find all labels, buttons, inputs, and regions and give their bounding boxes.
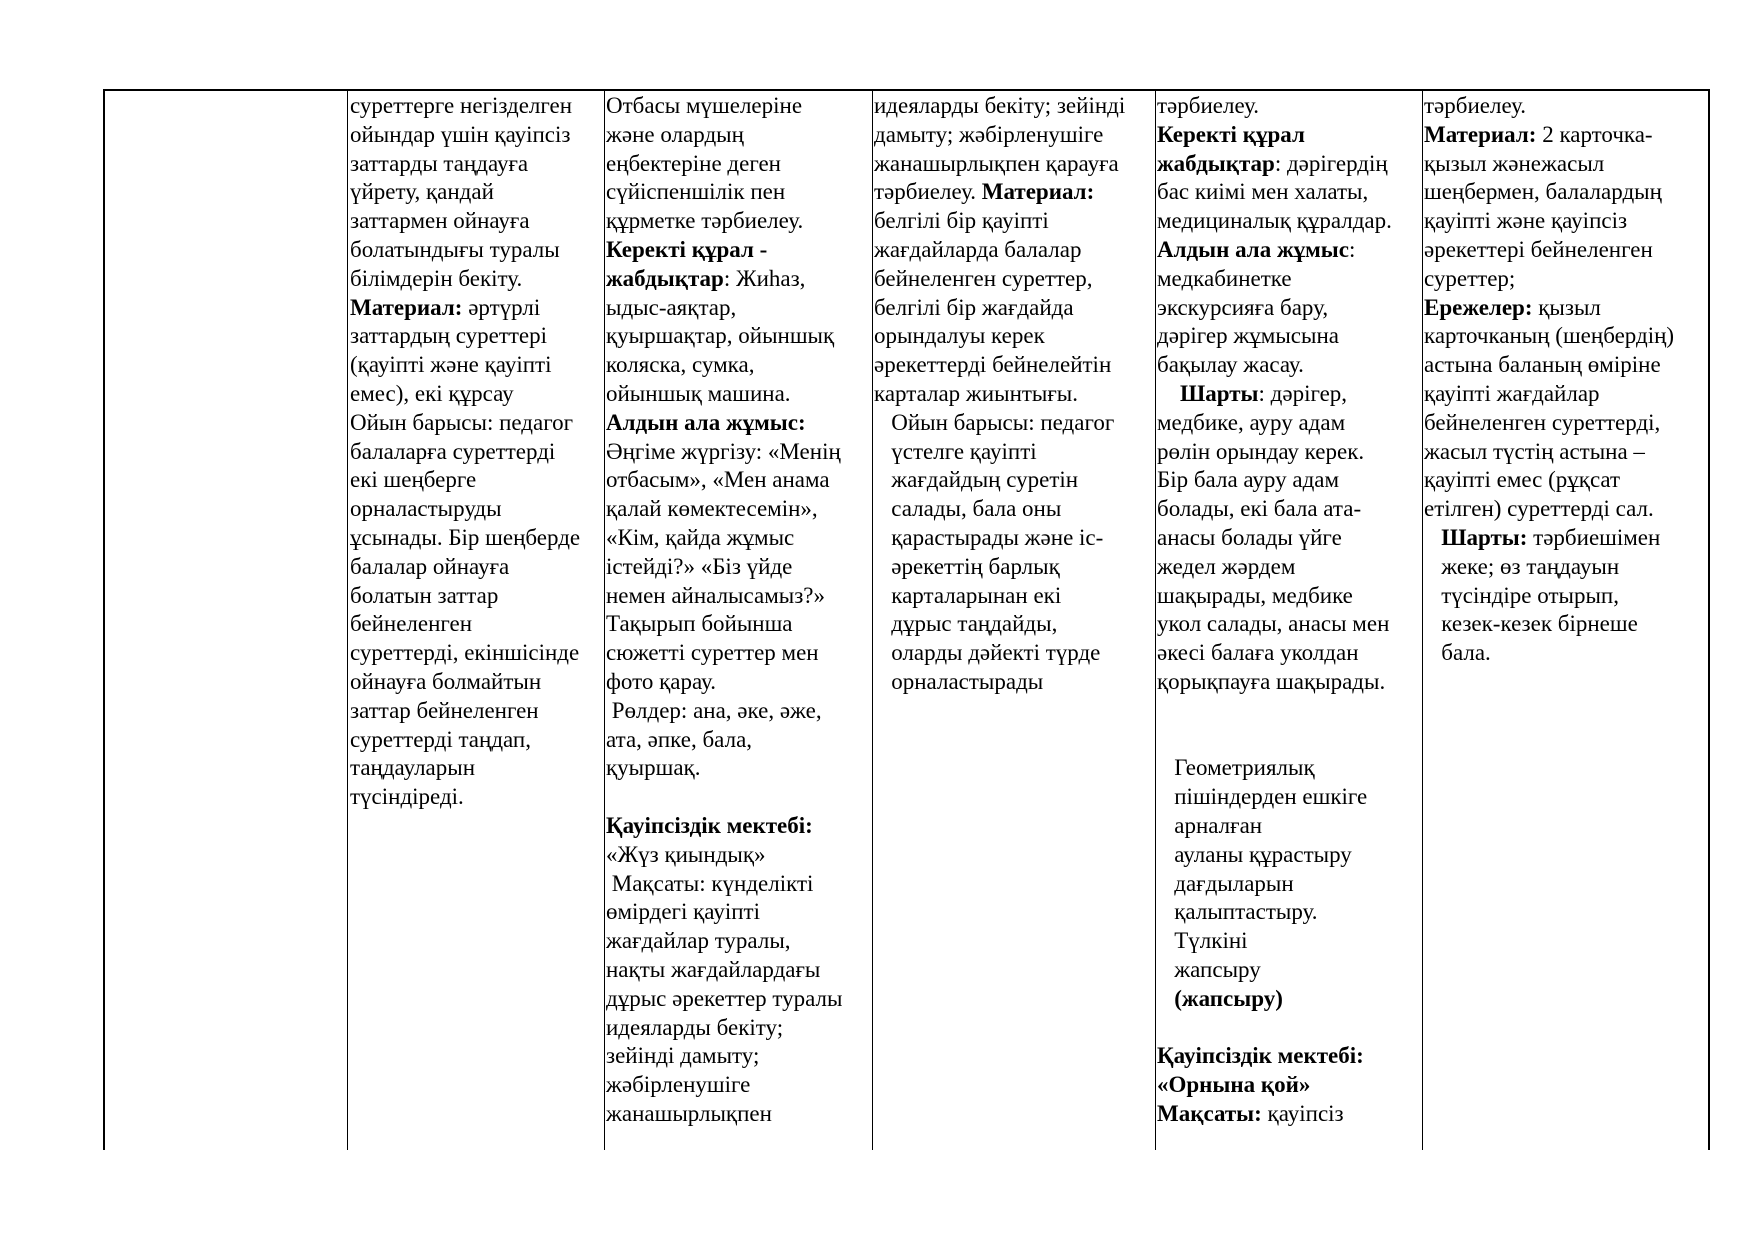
text-run: етілген) суреттерді сал. bbox=[1424, 496, 1654, 522]
text-run: укол салады, анасы мен bbox=[1157, 611, 1390, 637]
text-line bbox=[874, 351, 1154, 380]
text-run: ойыншық машина. bbox=[606, 380, 791, 406]
text-line bbox=[350, 553, 602, 582]
text-run: белгілі бір жағдайда bbox=[874, 294, 1074, 320]
text-line bbox=[874, 553, 1154, 582]
text-line bbox=[350, 495, 602, 524]
text-run: белгілі бір қауіпті bbox=[874, 208, 1049, 234]
text-run: заттармен ойнауға bbox=[350, 208, 530, 234]
text-line bbox=[1157, 610, 1421, 639]
bold-text: Шарты bbox=[1180, 380, 1259, 406]
bold-text: жабдықтар bbox=[1157, 150, 1275, 176]
text-line bbox=[350, 92, 602, 121]
text-line bbox=[1424, 409, 1707, 438]
text-line bbox=[606, 1014, 870, 1043]
text-line bbox=[1424, 322, 1707, 351]
column-divider-4 bbox=[1155, 89, 1156, 1150]
text-line bbox=[874, 438, 1154, 467]
text-run: медициналық құралдар. bbox=[1157, 208, 1392, 234]
bold-text: Алдын ала жұмыс: bbox=[606, 409, 806, 435]
text-run: суреттерді, екіншісінде bbox=[350, 640, 580, 666]
text-run: сюжетті суреттер мен bbox=[606, 640, 819, 666]
text-line bbox=[1157, 898, 1421, 927]
text-line bbox=[350, 697, 602, 726]
bold-text: Материал: bbox=[1424, 121, 1537, 147]
text-run: зейінді дамыту; bbox=[606, 1043, 760, 1069]
text-run: жағдайларда балалар bbox=[874, 236, 1082, 262]
text-run: құрметке тәрбиелеу. bbox=[606, 208, 804, 234]
text-run: қауіпті және қауіпсіз bbox=[1424, 208, 1628, 234]
text-line bbox=[1424, 610, 1707, 639]
text-run: нақты жағдайлардағы bbox=[606, 956, 821, 982]
text-line bbox=[350, 668, 602, 697]
text-run: жапсыру bbox=[1157, 956, 1261, 982]
text-run: қарастырады және іс- bbox=[874, 524, 1104, 550]
text-run: суреттер; bbox=[1424, 265, 1516, 291]
text-run: қуыршақтар, ойыншық bbox=[606, 323, 835, 349]
text-run: арналған bbox=[1157, 812, 1263, 838]
text-line bbox=[606, 1071, 870, 1100]
column-divider-3 bbox=[872, 89, 873, 1150]
text-line bbox=[1424, 92, 1707, 121]
text-run: кезек-кезек бірнеше bbox=[1424, 611, 1638, 637]
text-line bbox=[1424, 351, 1707, 380]
text-run: заттарды таңдауға bbox=[350, 150, 529, 176]
text-run: емес), екі құрсау bbox=[350, 380, 514, 406]
text-line bbox=[1424, 524, 1707, 553]
text-run: 2 карточка- bbox=[1536, 121, 1653, 147]
text-run: бейнеленген суреттер, bbox=[874, 265, 1093, 291]
text-run: : bbox=[1348, 236, 1356, 262]
text-line bbox=[350, 409, 602, 438]
text-run: екі шеңберге bbox=[350, 467, 477, 493]
text-line bbox=[606, 553, 870, 582]
text-line bbox=[1157, 265, 1421, 294]
text-run: әрекеттері бейнеленген bbox=[1424, 236, 1653, 262]
text-line bbox=[350, 582, 602, 611]
text-run: ыдыс-аяқтар, bbox=[606, 294, 737, 320]
text-line bbox=[1424, 178, 1707, 207]
table-top-border bbox=[103, 89, 1710, 91]
text-line bbox=[606, 985, 870, 1014]
text-run: коляска, сумка, bbox=[606, 352, 755, 378]
text-line bbox=[874, 639, 1154, 668]
text-run: шақырады, медбике bbox=[1157, 582, 1353, 608]
text-run: «Кім, қайда жұмыс bbox=[606, 524, 795, 550]
text-run: қалай көмектесемін», bbox=[606, 496, 818, 522]
text-run: тәрбиелеу. bbox=[1424, 93, 1527, 118]
text-run: қауіпсіз bbox=[1261, 1100, 1344, 1126]
text-run: ойындар үшін қауіпсіз bbox=[350, 121, 571, 147]
text-run: бейнеленген суреттерді, bbox=[1424, 409, 1661, 435]
text-line bbox=[874, 92, 1154, 121]
text-run: еңбектеріне деген bbox=[606, 150, 781, 176]
text-line bbox=[606, 322, 870, 351]
text-run: қауіпті жағдайлар bbox=[1424, 380, 1600, 406]
table-cell-red-green-cards bbox=[1424, 92, 1707, 668]
text-run: қорықпауға шақырады. bbox=[1157, 668, 1386, 694]
text-run: Ойын барысы: педагог bbox=[350, 409, 574, 435]
text-run: астына баланың өміріне bbox=[1424, 352, 1661, 378]
text-line bbox=[1424, 438, 1707, 467]
text-line bbox=[874, 380, 1154, 409]
text-line bbox=[1157, 956, 1421, 985]
text-run: болатындығы туралы bbox=[350, 236, 560, 262]
bold-text: Шарты: bbox=[1441, 524, 1528, 550]
text-run: болады, екі бала ата- bbox=[1157, 496, 1362, 522]
text-run: карточканың (шеңбердің) bbox=[1424, 323, 1675, 349]
text-line bbox=[1157, 380, 1421, 409]
bold-text: Керекті құрал - bbox=[606, 236, 768, 262]
text-line bbox=[606, 380, 870, 409]
text-run: дұрыс әрекеттер туралы bbox=[606, 985, 843, 1011]
text-line bbox=[874, 236, 1154, 265]
text-run: анасы болады үйге bbox=[1157, 524, 1342, 550]
text-run: суреттерді таңдап, bbox=[350, 726, 531, 752]
text-run: таңдауларын bbox=[350, 755, 476, 781]
text-line bbox=[874, 466, 1154, 495]
text-run: әрекеттерді бейнелейтін bbox=[874, 352, 1112, 378]
bold-text: (жапсыру) bbox=[1174, 985, 1283, 1011]
text-run: қалыптастыру. bbox=[1157, 899, 1318, 925]
table-cell-doctor-roleplay bbox=[1157, 92, 1421, 1129]
text-run: жанашырлықпен bbox=[606, 1100, 772, 1126]
text-line bbox=[606, 207, 870, 236]
text-run: бақылау жасау. bbox=[1157, 352, 1304, 378]
text-run: жағдайдың суретін bbox=[874, 467, 1079, 493]
text-run: Мақсаты: күнделікті bbox=[606, 870, 814, 896]
text-line bbox=[350, 178, 602, 207]
text-run: суреттерге негізделген bbox=[350, 93, 573, 118]
text-line bbox=[1424, 265, 1707, 294]
text-line bbox=[606, 639, 870, 668]
text-run: экскурсияға бару, bbox=[1157, 294, 1329, 320]
text-line bbox=[606, 610, 870, 639]
text-run: заттардың суреттері bbox=[350, 323, 548, 349]
text-run: ауланы құрастыру bbox=[1157, 841, 1352, 867]
text-run: (қауіпті және қауіпті bbox=[350, 352, 552, 378]
table-right-border bbox=[1708, 89, 1710, 1150]
text-line bbox=[874, 322, 1154, 351]
text-line bbox=[606, 236, 870, 265]
text-line bbox=[1157, 1100, 1421, 1129]
text-run: Әңгіме жүргізу: «Менің bbox=[606, 438, 841, 464]
text-run: жеке; өз таңдауын bbox=[1424, 553, 1620, 579]
text-run: білімдерін бекіту. bbox=[350, 265, 523, 291]
text-line bbox=[1157, 841, 1421, 870]
text-line bbox=[606, 178, 870, 207]
text-line bbox=[606, 351, 870, 380]
text-line bbox=[1157, 207, 1421, 236]
text-run bbox=[1157, 381, 1180, 406]
text-line bbox=[874, 265, 1154, 294]
text-line bbox=[606, 1042, 870, 1071]
text-line bbox=[1157, 783, 1421, 812]
text-line bbox=[350, 726, 602, 755]
text-line bbox=[606, 1100, 870, 1129]
text-line bbox=[350, 121, 602, 150]
text-line bbox=[606, 294, 870, 323]
text-run: дұрыс таңдайды, bbox=[874, 611, 1058, 637]
text-run: өмірдегі қауіпті bbox=[606, 899, 760, 925]
text-run: бала. bbox=[1424, 640, 1491, 666]
text-run: салады, бала оны bbox=[874, 496, 1062, 522]
text-run: немен айналысамыз?» bbox=[606, 582, 826, 608]
text-run: рөлін орындау керек. bbox=[1157, 438, 1365, 464]
text-line bbox=[606, 754, 870, 783]
bold-text: Материал: bbox=[350, 294, 463, 320]
text-line bbox=[1157, 1042, 1421, 1071]
text-line bbox=[606, 870, 870, 899]
text-line bbox=[1424, 495, 1707, 524]
text-run: оларды дәйекті түрде bbox=[874, 640, 1101, 666]
text-line bbox=[1424, 639, 1707, 668]
text-line bbox=[1157, 178, 1421, 207]
text-run: ұсынады. Бір шеңберде bbox=[350, 524, 581, 550]
text-line bbox=[1157, 697, 1421, 726]
text-run: ойнауға болмайтын bbox=[350, 668, 542, 694]
text-run: идеяларды бекіту; зейінді bbox=[874, 93, 1126, 118]
text-line bbox=[874, 582, 1154, 611]
text-run: орналастыруды bbox=[350, 496, 502, 522]
text-run: фото қарау. bbox=[606, 668, 716, 694]
text-line bbox=[874, 150, 1154, 179]
text-run: орындалуы керек bbox=[874, 323, 1045, 349]
text-line bbox=[1424, 121, 1707, 150]
text-line bbox=[874, 178, 1154, 207]
text-run: бейнеленген bbox=[350, 611, 473, 637]
text-line bbox=[606, 92, 870, 121]
text-line bbox=[350, 236, 602, 265]
text-run: Ойын барысы: педагог bbox=[874, 409, 1115, 435]
text-run: жәбірленушіге bbox=[606, 1072, 751, 1098]
text-run: әрекеттің барлық bbox=[874, 553, 1060, 579]
table-cell-game-safe-objects bbox=[350, 92, 602, 812]
text-line bbox=[1424, 466, 1707, 495]
text-run: қызыл жәнежасыл bbox=[1424, 150, 1605, 176]
text-line bbox=[874, 610, 1154, 639]
text-line bbox=[606, 927, 870, 956]
text-run: отбасым», «Мен анама bbox=[606, 467, 830, 493]
text-line bbox=[350, 524, 602, 553]
text-line bbox=[1157, 927, 1421, 956]
text-run: жасыл түстің астына – bbox=[1424, 438, 1645, 464]
text-run: істейді?» «Біз үйде bbox=[606, 553, 793, 579]
text-line bbox=[350, 754, 602, 783]
text-line bbox=[1157, 121, 1421, 150]
text-line bbox=[1157, 294, 1421, 323]
text-line bbox=[606, 898, 870, 927]
text-line bbox=[1424, 582, 1707, 611]
text-line bbox=[606, 668, 870, 697]
text-line bbox=[350, 380, 602, 409]
text-line bbox=[1157, 553, 1421, 582]
text-line bbox=[1157, 668, 1421, 697]
text-run: және олардың bbox=[606, 121, 744, 147]
text-line bbox=[1157, 726, 1421, 755]
text-run: жедел жәрдем bbox=[1157, 553, 1296, 579]
text-run: тәрбиелеу. bbox=[874, 179, 982, 205]
column-divider-1 bbox=[347, 89, 348, 1150]
text-run: балаларға суреттерді bbox=[350, 438, 556, 464]
text-line bbox=[1157, 582, 1421, 611]
text-line bbox=[1157, 1014, 1421, 1043]
text-run: әкесі балаға уколдан bbox=[1157, 640, 1359, 666]
text-run: : дәрігер, bbox=[1258, 380, 1348, 406]
text-line bbox=[1157, 438, 1421, 467]
text-line bbox=[1157, 351, 1421, 380]
text-run: үстелге қауіпті bbox=[874, 438, 1037, 464]
bold-text: Материал: bbox=[981, 179, 1095, 205]
text-line bbox=[1157, 236, 1421, 265]
bold-text: Керекті құрал bbox=[1157, 121, 1305, 147]
text-line bbox=[350, 438, 602, 467]
text-run: Отбасы мүшелеріне bbox=[606, 93, 803, 118]
text-line bbox=[874, 207, 1154, 236]
text-line bbox=[874, 495, 1154, 524]
text-line bbox=[350, 466, 602, 495]
text-line bbox=[1157, 409, 1421, 438]
text-line bbox=[1157, 150, 1421, 179]
text-line bbox=[606, 783, 870, 812]
text-line bbox=[1157, 524, 1421, 553]
text-run: сүйіспеншілік пен bbox=[606, 179, 786, 205]
column-divider-5 bbox=[1422, 89, 1423, 1150]
text-line bbox=[350, 322, 602, 351]
text-run: бас киімі мен халаты, bbox=[1157, 179, 1369, 205]
table-cell-family-roleplay bbox=[606, 92, 870, 1129]
text-line bbox=[1157, 754, 1421, 783]
text-run: : дәрігердің bbox=[1274, 150, 1388, 176]
text-line bbox=[874, 409, 1154, 438]
text-run: түсіндіре отырып, bbox=[1424, 582, 1619, 608]
text-line bbox=[874, 524, 1154, 553]
text-line bbox=[606, 697, 870, 726]
text-run: карталарынан екі bbox=[874, 582, 1062, 608]
table-cell-danger-cards bbox=[874, 92, 1154, 697]
text-line bbox=[606, 495, 870, 524]
text-line bbox=[606, 409, 870, 438]
text-line bbox=[874, 121, 1154, 150]
text-line bbox=[606, 150, 870, 179]
text-line bbox=[606, 121, 870, 150]
bold-text: Қауіпсіздік мектебі: bbox=[606, 812, 813, 838]
text-run: тәрбиешімен bbox=[1527, 524, 1661, 550]
text-run: Түлкіні bbox=[1157, 928, 1248, 954]
text-run: дағдыларын bbox=[1157, 870, 1294, 896]
text-line bbox=[1424, 150, 1707, 179]
text-run: Тақырып бойынша bbox=[606, 611, 793, 637]
text-line bbox=[350, 639, 602, 668]
text-run: қызыл bbox=[1532, 294, 1601, 320]
text-line bbox=[1157, 466, 1421, 495]
text-line bbox=[874, 294, 1154, 323]
bold-text: Мақсаты: bbox=[1157, 1100, 1262, 1126]
text-run bbox=[1424, 525, 1441, 550]
text-line bbox=[1157, 812, 1421, 841]
text-run: әртүрлі bbox=[462, 294, 541, 320]
text-line bbox=[350, 783, 602, 812]
text-line bbox=[1424, 553, 1707, 582]
text-run: балалар ойнауға bbox=[350, 553, 510, 579]
bold-text: жабдықтар bbox=[606, 265, 724, 291]
text-run: болатын заттар bbox=[350, 582, 499, 608]
text-line bbox=[606, 956, 870, 985]
text-line bbox=[1424, 236, 1707, 265]
text-run bbox=[1157, 986, 1174, 1011]
text-run: пішіндерден ешкіге bbox=[1157, 784, 1368, 810]
text-line bbox=[350, 207, 602, 236]
text-run: идеяларды бекіту; bbox=[606, 1014, 784, 1040]
text-line bbox=[350, 294, 602, 323]
text-line bbox=[1424, 207, 1707, 236]
text-run: жанашырлықпен қарауға bbox=[874, 150, 1119, 176]
text-run: Бір бала ауру адам bbox=[1157, 467, 1340, 493]
text-run: тәрбиелеу. bbox=[1157, 93, 1260, 118]
text-line bbox=[1157, 1071, 1421, 1100]
text-run: заттар бейнеленген bbox=[350, 697, 539, 723]
text-run: дәрігер жұмысына bbox=[1157, 323, 1339, 349]
text-run: орналастырады bbox=[874, 668, 1044, 694]
text-run: жағдайлар туралы, bbox=[606, 928, 791, 954]
text-run: медбике, ауру адам bbox=[1157, 409, 1346, 435]
text-line bbox=[1157, 495, 1421, 524]
text-line bbox=[1424, 380, 1707, 409]
text-run: Рөлдер: ана, әке, әже, bbox=[606, 697, 822, 723]
text-line bbox=[1157, 322, 1421, 351]
text-line bbox=[606, 524, 870, 553]
text-line bbox=[606, 265, 870, 294]
text-line bbox=[350, 265, 602, 294]
text-run: Геометриялық bbox=[1157, 755, 1315, 781]
text-run: үйрету, қандай bbox=[350, 179, 494, 205]
table-left-border bbox=[103, 89, 105, 1150]
text-line bbox=[606, 582, 870, 611]
text-line bbox=[350, 150, 602, 179]
bold-text: «Орнына қой» bbox=[1157, 1072, 1311, 1098]
text-line bbox=[350, 610, 602, 639]
text-line bbox=[606, 466, 870, 495]
bold-text: Ережелер: bbox=[1424, 294, 1533, 320]
text-run: қуыршақ. bbox=[606, 755, 701, 781]
text-run: қауіпті емес (рұқсат bbox=[1424, 467, 1621, 493]
text-line bbox=[1424, 294, 1707, 323]
text-line bbox=[606, 438, 870, 467]
text-line bbox=[1157, 639, 1421, 668]
text-run: ата, әпке, бала, bbox=[606, 726, 753, 752]
bold-text: Алдын ала жұмыс bbox=[1157, 236, 1349, 262]
bold-text: Қауіпсіздік мектебі: bbox=[1157, 1043, 1364, 1069]
text-run: шеңбермен, балалардың bbox=[1424, 179, 1662, 205]
text-line bbox=[350, 351, 602, 380]
text-run: «Жүз қиындық» bbox=[606, 841, 766, 867]
text-line bbox=[606, 841, 870, 870]
text-run: түсіндіреді. bbox=[350, 784, 464, 810]
text-run: карталар жиынтығы. bbox=[874, 380, 1079, 406]
text-run: дамыту; жәбірленушіге bbox=[874, 121, 1104, 147]
text-line bbox=[606, 726, 870, 755]
text-line bbox=[1157, 870, 1421, 899]
text-line bbox=[606, 812, 870, 841]
text-line bbox=[1157, 92, 1421, 121]
text-run: медкабинетке bbox=[1157, 265, 1292, 291]
text-line bbox=[874, 668, 1154, 697]
text-line bbox=[1157, 985, 1421, 1014]
text-run: : Жиһаз, bbox=[723, 265, 806, 291]
column-divider-2 bbox=[604, 89, 605, 1150]
